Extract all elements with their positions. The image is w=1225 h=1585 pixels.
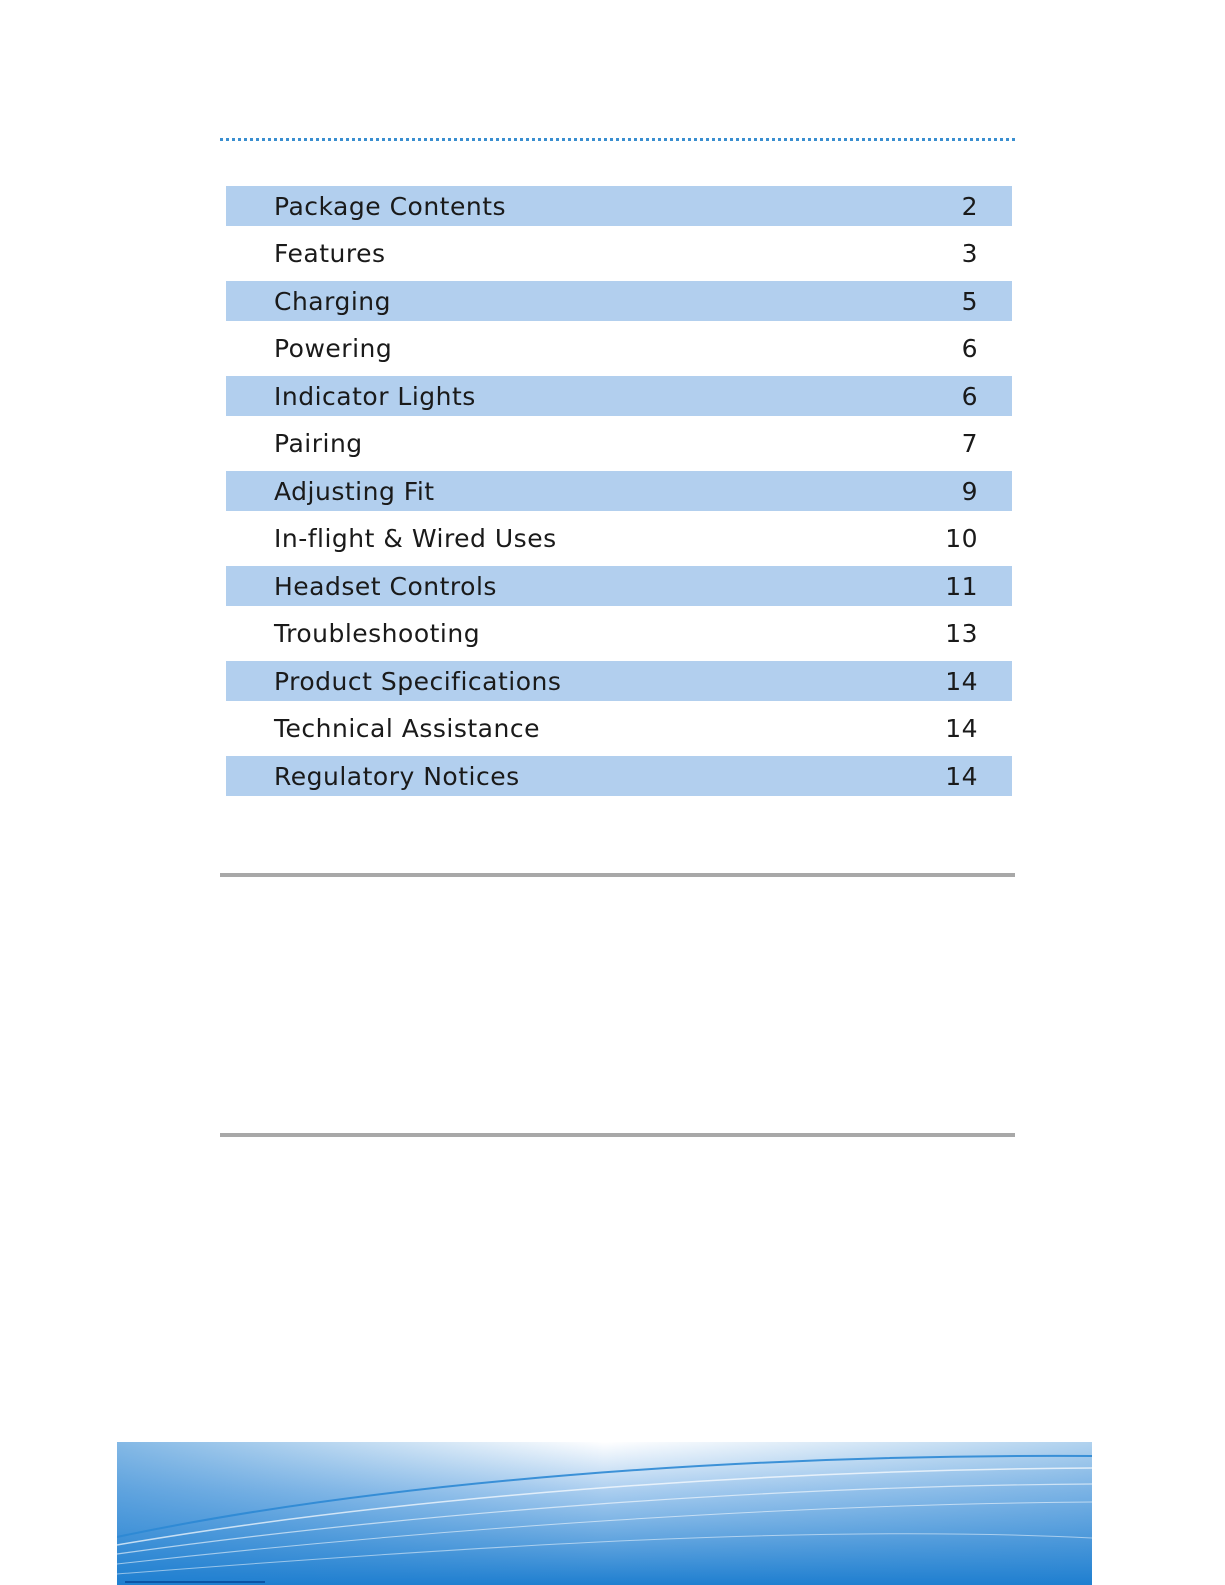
toc-entry-adjusting-fit[interactable] xyxy=(226,471,1012,511)
toc-entry-troubleshooting[interactable] xyxy=(226,614,1012,654)
toc-entry-label: In-flight & Wired Uses xyxy=(274,524,557,553)
toc-entry-regulatory-notices[interactable] xyxy=(226,756,1012,796)
toc-entry-page: 6 xyxy=(961,334,978,363)
toc-entry-page: 14 xyxy=(945,714,978,743)
toc-entry-page: 11 xyxy=(945,571,978,601)
toc-entry-in-flight-wired-uses[interactable] xyxy=(226,519,1012,559)
toc-entry-features[interactable] xyxy=(226,234,1012,274)
toc-entry-label: Features xyxy=(274,239,386,268)
toc-entry-label: Product Specifications xyxy=(274,666,562,696)
toc-entry-package-contents[interactable] xyxy=(226,186,1012,226)
toc-entry-page: 6 xyxy=(961,381,978,411)
toc-entry-indicator-lights[interactable] xyxy=(226,376,1012,416)
toc-entry-label: Powering xyxy=(274,334,393,363)
toc-entry-label: Regulatory Notices xyxy=(274,761,520,791)
footer-wave-graphic xyxy=(117,1442,1092,1585)
toc-entry-label: Charging xyxy=(274,286,391,316)
toc-entry-page: 13 xyxy=(945,619,978,648)
section-divider-top xyxy=(220,873,1015,877)
toc-entry-label: Headset Controls xyxy=(274,571,497,601)
toc-entry-page: 14 xyxy=(945,761,978,791)
toc-entry-label: Technical Assistance xyxy=(274,714,540,743)
table-of-contents xyxy=(226,186,1012,804)
toc-entry-charging[interactable] xyxy=(226,281,1012,321)
toc-entry-page: 10 xyxy=(945,524,978,553)
toc-entry-label: Package Contents xyxy=(274,191,507,221)
toc-entry-pairing[interactable] xyxy=(226,424,1012,464)
toc-entry-page: 5 xyxy=(961,286,978,316)
toc-entry-label: Indicator Lights xyxy=(274,381,476,411)
top-dotted-divider xyxy=(220,138,1015,141)
toc-entry-page: 2 xyxy=(961,191,978,221)
toc-entry-technical-assistance[interactable] xyxy=(226,709,1012,749)
toc-entry-label: Adjusting Fit xyxy=(274,476,435,506)
toc-entry-product-specifications[interactable] xyxy=(226,661,1012,701)
toc-entry-page: 7 xyxy=(961,429,978,458)
toc-entry-label: Pairing xyxy=(274,429,363,458)
toc-entry-headset-controls[interactable] xyxy=(226,566,1012,606)
section-divider-bottom xyxy=(220,1133,1015,1137)
toc-entry-powering[interactable] xyxy=(226,329,1012,369)
toc-entry-page: 3 xyxy=(961,239,978,268)
toc-entry-label: Troubleshooting xyxy=(274,619,481,648)
toc-entry-page: 14 xyxy=(945,666,978,696)
toc-entry-page: 9 xyxy=(961,476,978,506)
